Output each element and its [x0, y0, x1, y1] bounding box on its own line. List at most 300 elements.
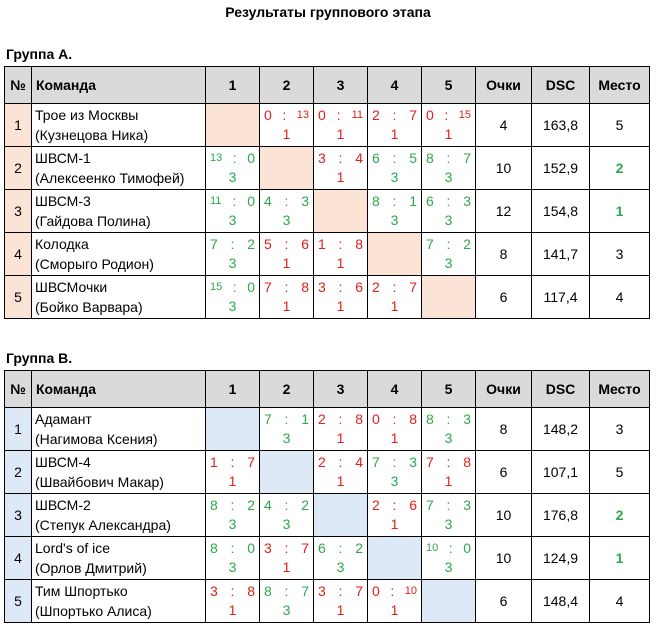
score-line: [210, 583, 255, 599]
match-points: 3: [228, 212, 237, 228]
match-points: 3: [282, 212, 291, 228]
dsc-cell: 117,4: [532, 276, 590, 319]
score-colon: :: [232, 150, 237, 166]
place-cell: 1: [590, 190, 650, 233]
points-cell: 6: [476, 276, 532, 319]
row-number: 4: [5, 537, 32, 580]
header-col-1: 1: [206, 67, 260, 104]
match-points: 1: [336, 430, 345, 446]
group-b-table: [4, 370, 650, 623]
diagonal-cell: [314, 494, 368, 537]
team-cell: [32, 104, 206, 147]
table-row: [5, 276, 650, 319]
match-points: 3: [444, 212, 453, 228]
player-name: (Степук Александра): [35, 517, 171, 533]
place-cell: 1: [590, 537, 650, 580]
score-opponent: 4: [355, 454, 363, 470]
score-line: [210, 150, 255, 166]
score-cell: [368, 104, 422, 147]
match-points: 3: [228, 298, 237, 314]
player-name: (Сморыго Родион): [35, 256, 154, 272]
header-points: Очки: [476, 371, 532, 408]
score-own: 7: [210, 236, 218, 252]
match-points: 3: [444, 255, 453, 271]
table-row: [5, 104, 650, 147]
score-colon: :: [338, 411, 343, 427]
player-name: (Орлов Дмитрий): [35, 560, 147, 576]
diagonal-cell: [260, 451, 314, 494]
match-points: 1: [282, 298, 291, 314]
match-points: 3: [390, 169, 399, 185]
score-line: [372, 497, 417, 513]
match-points: 3: [228, 255, 237, 271]
score-opponent: 3: [409, 454, 417, 470]
match-points: 1: [390, 430, 399, 446]
score-colon: :: [338, 540, 343, 556]
score-line: [426, 236, 471, 252]
score-cell: [206, 190, 260, 233]
score-own: 8: [426, 411, 434, 427]
score-colon: :: [230, 540, 235, 556]
score-line: [264, 193, 309, 209]
score-own: 1: [318, 236, 326, 252]
row-number: 2: [5, 147, 32, 190]
match-points: 3: [228, 169, 237, 185]
score-colon: :: [232, 193, 237, 209]
score-opponent: 0: [247, 279, 255, 295]
score-own: 8: [372, 193, 380, 209]
score-own: 6: [372, 150, 380, 166]
score-opponent: 0: [247, 150, 255, 166]
row-number: 3: [5, 494, 32, 537]
score-own: 3: [264, 540, 272, 556]
score-opponent: 3: [301, 193, 309, 209]
score-opponent: 2: [247, 497, 255, 513]
points-cell: 6: [476, 451, 532, 494]
score-cell: [206, 451, 260, 494]
match-points: 1: [282, 126, 291, 142]
score-colon: :: [392, 193, 397, 209]
score-own: 13: [210, 152, 223, 164]
team-name: Тим Шпортько: [35, 583, 128, 599]
player-name: (Кузнецова Ника): [35, 127, 149, 143]
score-line: [426, 150, 471, 166]
score-line: [318, 279, 363, 295]
dsc-cell: 141,7: [532, 233, 590, 276]
header-col-4: 4: [368, 67, 422, 104]
score-own: 3: [210, 583, 218, 599]
score-cell: [314, 580, 368, 623]
match-points: 1: [390, 298, 399, 314]
score-opponent: 8: [463, 454, 471, 470]
dsc-cell: 176,8: [532, 494, 590, 537]
score-opponent: 7: [409, 279, 417, 295]
score-line: [210, 454, 255, 470]
score-own: 7: [426, 236, 434, 252]
points-cell: 8: [476, 408, 532, 451]
score-line: [318, 411, 363, 427]
header-place: Место: [590, 371, 650, 408]
score-colon: :: [230, 497, 235, 513]
score-opponent: 6: [301, 236, 309, 252]
score-cell: [422, 494, 476, 537]
score-own: 8: [264, 583, 272, 599]
score-colon: :: [446, 236, 451, 252]
team-cell: [32, 580, 206, 623]
header-col-5: 5: [422, 67, 476, 104]
team-cell: [32, 408, 206, 451]
score-cell: [260, 580, 314, 623]
team-cell: [32, 537, 206, 580]
header-col-2: 2: [260, 67, 314, 104]
place-cell: 4: [590, 276, 650, 319]
header-row: [5, 371, 650, 408]
dsc-cell: 148,4: [532, 580, 590, 623]
dsc-cell: 152,9: [532, 147, 590, 190]
score-line: [264, 540, 309, 556]
score-colon: :: [392, 411, 397, 427]
match-points: 1: [282, 255, 291, 271]
header-dsc: DSC: [532, 371, 590, 408]
score-cell: [368, 451, 422, 494]
score-own: 11: [210, 195, 222, 207]
match-points: 3: [282, 516, 291, 532]
diagonal-cell: [422, 276, 476, 319]
dsc-cell: 154,8: [532, 190, 590, 233]
score-colon: :: [284, 236, 289, 252]
score-colon: :: [338, 583, 343, 599]
score-cell: [260, 190, 314, 233]
match-points: 1: [390, 516, 399, 532]
score-colon: :: [444, 107, 449, 123]
row-number: 5: [5, 580, 32, 623]
score-own: 3: [318, 583, 326, 599]
diagonal-cell: [368, 537, 422, 580]
team-name: ШВСМ-1: [35, 150, 91, 166]
score-cell: [314, 276, 368, 319]
score-own: 0: [426, 107, 434, 123]
place-cell: 2: [590, 147, 650, 190]
score-own: 4: [264, 497, 272, 513]
score-line: [264, 583, 309, 599]
score-line: [210, 540, 255, 556]
score-own: 3: [318, 279, 326, 295]
score-own: 15: [210, 281, 223, 293]
score-colon: :: [392, 279, 397, 295]
group-a-title: Группа А.: [6, 46, 73, 62]
score-cell: [422, 408, 476, 451]
score-colon: :: [230, 236, 235, 252]
score-line: [426, 540, 471, 556]
score-line: [264, 279, 309, 295]
score-line: [210, 236, 255, 252]
score-line: [426, 454, 471, 470]
score-cell: [206, 494, 260, 537]
table-row: [5, 147, 650, 190]
score-opponent: 5: [409, 150, 417, 166]
points-cell: 10: [476, 537, 532, 580]
player-name: (Гайдова Полина): [35, 213, 151, 229]
score-cell: [314, 451, 368, 494]
score-line: [210, 279, 255, 295]
score-colon: :: [338, 454, 343, 470]
points-cell: 4: [476, 104, 532, 147]
score-line: [318, 236, 363, 252]
score-line: [264, 411, 309, 427]
match-points: 1: [336, 169, 345, 185]
score-colon: :: [446, 411, 451, 427]
team-name: ШВСМ-3: [35, 193, 91, 209]
score-cell: [368, 147, 422, 190]
score-cell: [206, 537, 260, 580]
score-opponent: 15: [458, 109, 471, 121]
team-cell: [32, 147, 206, 190]
score-opponent: 7: [463, 150, 471, 166]
dsc-cell: 148,2: [532, 408, 590, 451]
score-colon: :: [446, 193, 451, 209]
dsc-cell: 163,8: [532, 104, 590, 147]
dsc-cell: 124,9: [532, 537, 590, 580]
header-col-5: 5: [422, 371, 476, 408]
score-line: [210, 497, 255, 513]
score-opponent: 2: [247, 236, 255, 252]
score-opponent: 11: [351, 109, 363, 121]
score-opponent: 0: [247, 193, 255, 209]
score-opponent: 2: [301, 497, 309, 513]
score-opponent: 4: [355, 150, 363, 166]
points-cell: 10: [476, 494, 532, 537]
team-name: ШВСМочки: [35, 279, 108, 295]
score-line: [318, 583, 363, 599]
score-own: 0: [318, 107, 326, 123]
header-points: Очки: [476, 67, 532, 104]
match-points: 1: [336, 473, 345, 489]
score-opponent: 1: [409, 193, 417, 209]
player-name: (Швайбович Макар): [35, 474, 164, 490]
page-title: Результаты группового этапа: [225, 4, 431, 20]
score-cell: [422, 104, 476, 147]
score-cell: [422, 451, 476, 494]
points-cell: 6: [476, 580, 532, 623]
row-number: 3: [5, 190, 32, 233]
score-opponent: 7: [301, 583, 309, 599]
score-own: 7: [426, 454, 434, 470]
score-line: [264, 107, 309, 123]
score-colon: :: [392, 107, 397, 123]
header-col-3: 3: [314, 371, 368, 408]
header-team: Команда: [32, 67, 206, 104]
score-own: 8: [426, 150, 434, 166]
score-own: 5: [264, 236, 272, 252]
match-points: 3: [336, 559, 345, 575]
score-line: [426, 497, 471, 513]
score-cell: [260, 408, 314, 451]
score-cell: [314, 408, 368, 451]
match-points: 1: [336, 126, 345, 142]
score-own: 7: [426, 497, 434, 513]
score-line: [372, 411, 417, 427]
match-points: 3: [390, 473, 399, 489]
match-points: 3: [228, 516, 237, 532]
score-cell: [206, 147, 260, 190]
score-own: 8: [210, 540, 218, 556]
score-cell: [314, 147, 368, 190]
score-cell: [260, 537, 314, 580]
score-own: 2: [318, 411, 326, 427]
team-name: ШВСМ-4: [35, 454, 91, 470]
row-number: 5: [5, 276, 32, 319]
score-colon: :: [338, 236, 343, 252]
diagonal-cell: [206, 104, 260, 147]
score-line: [372, 107, 417, 123]
team-name: Колодка: [35, 236, 89, 252]
score-line: [426, 193, 471, 209]
score-line: [318, 150, 363, 166]
score-line: [372, 583, 417, 599]
score-opponent: 3: [463, 411, 471, 427]
player-name: (Шпортько Алиса): [35, 603, 152, 619]
score-colon: :: [232, 279, 237, 295]
match-points: 1: [390, 602, 399, 618]
team-name: Адамант: [35, 411, 92, 427]
score-own: 3: [318, 150, 326, 166]
score-cell: [206, 233, 260, 276]
match-points: 3: [444, 559, 453, 575]
score-own: 4: [264, 193, 272, 209]
match-points: 3: [228, 559, 237, 575]
place-cell: 5: [590, 451, 650, 494]
team-cell: [32, 233, 206, 276]
header-num: №: [5, 67, 32, 104]
score-own: 2: [372, 279, 380, 295]
header-col-3: 3: [314, 67, 368, 104]
table-row: [5, 537, 650, 580]
score-line: [264, 236, 309, 252]
header-col-4: 4: [368, 371, 422, 408]
match-points: 3: [282, 602, 291, 618]
diagonal-cell: [422, 580, 476, 623]
score-cell: [368, 494, 422, 537]
score-opponent: 7: [409, 107, 417, 123]
score-colon: :: [392, 454, 397, 470]
score-opponent: 7: [301, 540, 309, 556]
score-own: 2: [372, 497, 380, 513]
score-opponent: 7: [247, 454, 255, 470]
match-points: 1: [444, 126, 453, 142]
score-cell: [314, 104, 368, 147]
table-row: [5, 580, 650, 623]
score-opponent: 8: [301, 279, 309, 295]
score-colon: :: [392, 497, 397, 513]
score-colon: :: [338, 279, 343, 295]
score-colon: :: [392, 150, 397, 166]
score-own: 6: [426, 193, 434, 209]
team-cell: [32, 451, 206, 494]
score-colon: :: [338, 150, 343, 166]
place-cell: 2: [590, 494, 650, 537]
score-line: [210, 193, 255, 209]
score-cell: [368, 408, 422, 451]
match-points: 1: [336, 298, 345, 314]
score-cell: [314, 537, 368, 580]
match-points: 1: [336, 602, 345, 618]
group-b-title: Группа В.: [6, 350, 73, 366]
score-opponent: 10: [404, 585, 417, 597]
score-colon: :: [446, 497, 451, 513]
header-row: [5, 67, 650, 104]
score-line: [372, 454, 417, 470]
score-opponent: 8: [409, 411, 417, 427]
score-own: 8: [210, 497, 218, 513]
match-points: 1: [390, 126, 399, 142]
score-opponent: 2: [463, 236, 471, 252]
table-row: [5, 494, 650, 537]
score-opponent: 6: [355, 279, 363, 295]
place-cell: 3: [590, 233, 650, 276]
score-cell: [422, 190, 476, 233]
score-line: [372, 193, 417, 209]
table-row: [5, 408, 650, 451]
score-colon: :: [284, 583, 289, 599]
points-cell: 8: [476, 233, 532, 276]
score-own: 2: [372, 107, 380, 123]
score-line: [426, 107, 471, 123]
score-line: [264, 497, 309, 513]
score-line: [426, 411, 471, 427]
diagonal-cell: [206, 408, 260, 451]
score-cell: [206, 276, 260, 319]
score-line: [372, 279, 417, 295]
row-number: 1: [5, 408, 32, 451]
player-name: (Нагимова Ксения): [35, 431, 158, 447]
score-opponent: 0: [463, 540, 471, 556]
header-place: Место: [590, 67, 650, 104]
score-own: 0: [372, 583, 380, 599]
header-num: №: [5, 371, 32, 408]
score-own: 10: [426, 542, 439, 554]
diagonal-cell: [260, 147, 314, 190]
score-own: 0: [372, 411, 380, 427]
match-points: 3: [444, 516, 453, 532]
score-opponent: 3: [463, 193, 471, 209]
score-opponent: 0: [247, 540, 255, 556]
score-colon: :: [284, 193, 289, 209]
match-points: 1: [228, 473, 237, 489]
score-colon: :: [284, 497, 289, 513]
place-cell: 5: [590, 104, 650, 147]
score-own: 7: [264, 411, 272, 427]
dsc-cell: 107,1: [532, 451, 590, 494]
score-opponent: 2: [355, 540, 363, 556]
score-colon: :: [230, 454, 235, 470]
score-colon: :: [446, 454, 451, 470]
match-points: 1: [336, 255, 345, 271]
score-opponent: 8: [247, 583, 255, 599]
player-name: (Бойко Варвара): [35, 299, 143, 315]
score-cell: [314, 233, 368, 276]
team-name: ШВСМ-2: [35, 497, 91, 513]
score-colon: :: [336, 107, 341, 123]
score-line: [318, 540, 363, 556]
score-colon: :: [230, 583, 235, 599]
player-name: (Алексеенко Тимофей): [35, 170, 185, 186]
score-cell: [368, 190, 422, 233]
score-opponent: 1: [301, 411, 309, 427]
team-cell: [32, 190, 206, 233]
score-cell: [260, 233, 314, 276]
score-cell: [260, 104, 314, 147]
score-cell: [368, 276, 422, 319]
